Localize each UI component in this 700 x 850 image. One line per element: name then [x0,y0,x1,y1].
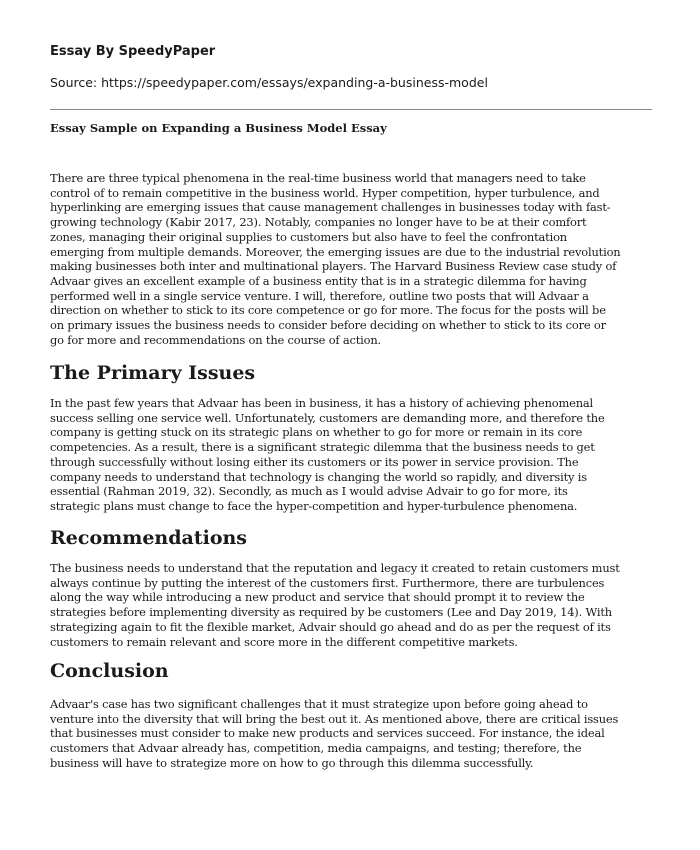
paragraph-line: direction on whether to stick to its core competence or go for more. The focus for the posts will be [50,303,606,318]
paragraph-line: Advaar gives an excellent example of a business entity that is in a strategic dilemma for having [50,273,587,288]
header-divider [50,109,652,110]
paragraph-line: essential (Rahman 2019, 32). Secondly, as much as I would advise Advair to go for more, its [50,484,568,499]
paragraph-line: performed well in a single service venture. I will, therefore, outline two posts that will Advaar a [50,288,589,303]
paragraph-line: emerging from multiple demands. Moreover, the emerging issues are due to the industrial revolution [50,244,621,259]
paragraph-line: In the past few years that Advaar has been in business, it has a history of achieving phenomenal [50,396,594,410]
paragraph-line: customers to remain relevant and score more in the different competitive markets. [50,634,518,649]
essay-title: Essay Sample on Expanding a Business Model Essay [50,121,387,135]
paragraph-line: strategies before implementing diversity as required by be customers (Lee and Day 2019, 14). With [50,605,612,620]
paragraph-line: The business needs to understand that the reputation and legacy it created to retain customers must [50,561,620,575]
paragraph-line: company needs to understand that technology is changing the world so rapidly, and diversity is [50,469,587,484]
paragraph-line: strategizing again to fit the flexible market, Advair should go ahead and do as per the request of its [50,619,611,634]
paragraph-line: strategic plans must change to face the hyper-competition and hyper-turbulence phenomena. [50,498,578,513]
paragraph-line: competencies. As a result, there is a significant strategic dilemma that the business needs to get [50,440,595,455]
paragraph-line: control of to remain competitive in the business world. Hyper competition, hyper turbulence, and [50,185,600,200]
recommendations-paragraph [50,561,652,649]
paragraph-line: through successfully without losing either its customers or its power in service provision. The [50,454,579,469]
paragraph-line: on primary issues the business needs to consider before deciding on whether to stick to its core or [50,318,606,333]
section-heading-recommendations: Recommendations [50,527,248,549]
paragraph-line: venture into the diversity that will bring the best out it. As mentioned above, there are critical issues [50,711,619,726]
document-source-line: Source: https://speedypaper.com/essays/expanding-a-business-model [50,75,488,90]
paragraph-line: customers that Advaar already has, competition, media campaigns, and testing; therefore, the [50,741,582,756]
paragraph-line: success selling one service well. Unfortunately, customers are demanding more, and therefore the [50,410,605,425]
document-header-title: Essay By SpeedyPaper [50,44,216,59]
paragraph-line: business will have to strategize more on how to go through this dilemma successfully. [50,755,534,770]
paragraph-line: that businesses must consider to make new products and services succeed. For instance, the ideal [50,726,605,741]
paragraph-line: growing technology (Kabir 2017, 23). Notably, companies no longer have to be at their comfort [50,215,587,230]
section-heading-conclusion: Conclusion [50,660,169,682]
paragraph-line: zones, managing their original supplies to customers but also have to feel the confrontation [50,229,567,244]
paragraph-line: always continue by putting the interest of the customers first. Furthermore, there are turbulences [50,575,605,590]
intro-paragraph [50,171,652,347]
section-heading-primary-issues: The Primary Issues [50,362,256,384]
paragraph-line: go for more and recommendations on the course of action. [50,332,382,347]
primary-issues-paragraph [50,396,652,514]
paragraph-line: There are three typical phenomena in the real-time business world that managers need to take [50,171,586,185]
paragraph-line: company is getting stuck on its strategic plans on whether to go for more or remain in its core [50,425,583,440]
conclusion-paragraph [50,697,652,771]
paragraph-line: along the way while introducing a new product and service that should prompt it to review the [50,590,585,605]
paragraph-line: making businesses both inter and multinational players. The Harvard Business Review case study of [50,259,617,274]
paragraph-line: hyperlinking are emerging issues that cause management challenges in businesses today with fast- [50,200,611,215]
paragraph-line: Advaar's case has two significant challenges that it must strategize upon before going ahead to [50,697,588,711]
